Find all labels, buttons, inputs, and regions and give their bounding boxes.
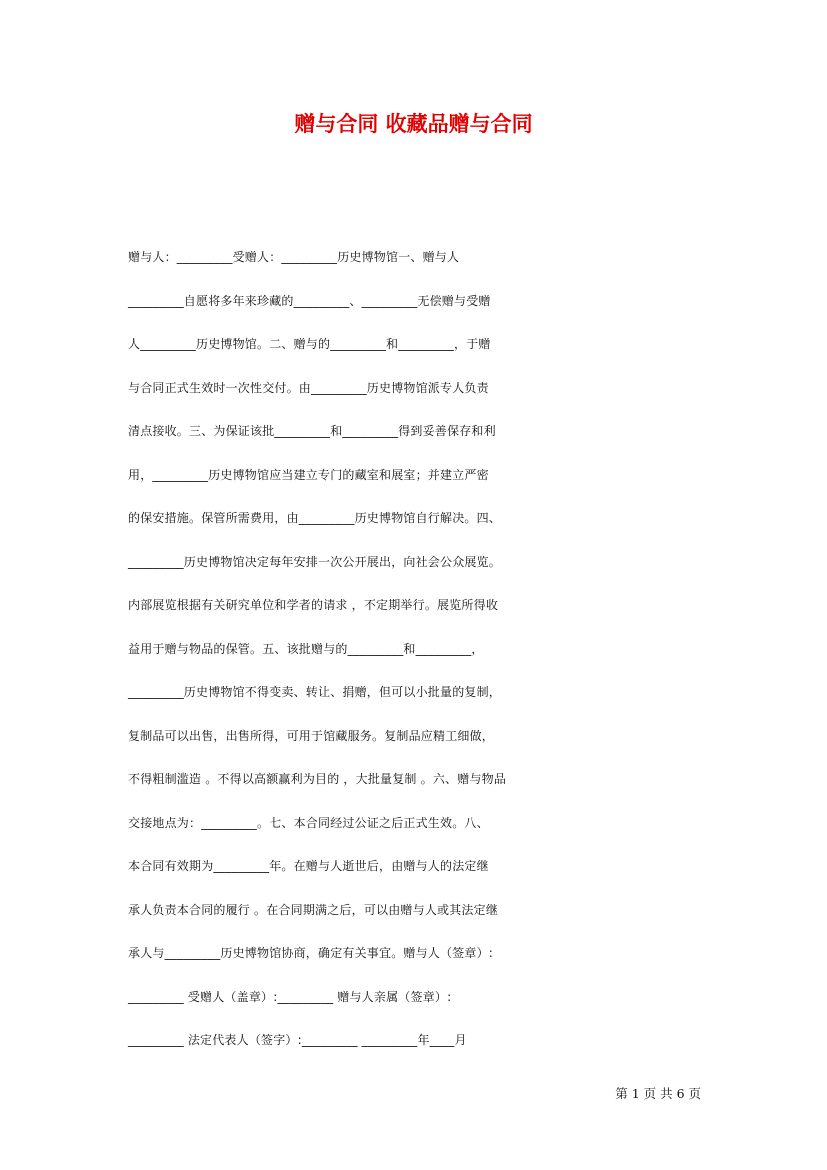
body-line: 清点接收。三、为保证该批_________和_________得到妥善保存和利 <box>128 424 496 438</box>
contract-body <box>128 236 708 1063</box>
body-line: 的保安措施。保管所需费用，由_________历史博物馆自行解决。四、 <box>128 511 502 525</box>
body-line: 交接地点为：_________。七、本合同经过公证之后正式生效。八、 <box>128 815 489 830</box>
body-line: 本合同有效期为_________年。在赠与人逝世后，由赠与人的法定继 <box>128 859 489 873</box>
page-number: 第 1 页 共 6 页 <box>615 1086 701 1101</box>
document-title: 赠与合同 收藏品赠与合同 <box>294 111 533 136</box>
body-line: 承人与_________历史博物馆协商，确定有关事宜。赠与人（签章）: <box>128 946 494 960</box>
body-line: 用，_________历史博物馆应当建立专门的藏室和展室；并建立严密 <box>128 467 489 482</box>
body-line: 益用于赠与物品的保管。五、该批赠与的_________和_________， <box>128 641 484 656</box>
body-line: 不得粗制滥造 。不得以高额赢利为目的 ，大批量复制 。六、赠与物品 <box>128 772 507 786</box>
body-line: 承人负责本合同的履行 。在合同期满之后，可以由赠与人或其法定继 <box>128 902 499 917</box>
body-line: 赠与人：_________受赠人：_________历史博物馆一、赠与人 <box>128 250 460 264</box>
body-line: _________历史博物馆不得变卖、转让、捐赠，但可以小批量的复制， <box>128 685 502 699</box>
body-line: _________自愿将多年来珍藏的_________、_________无偿赠与受赠 <box>128 293 491 308</box>
signature-line: _________ 受赠人（盖章）:_________ 赠与人亲属（签章）: <box>128 989 452 1004</box>
signature-line: _________ 法定代表人（签字）:_________ _________年____月 <box>128 1033 467 1047</box>
body-line: _________历史博物馆决定每年安排一次公开展出，向社会公众展览。 <box>128 554 502 569</box>
body-line: 与合同正式生效时一次性交付。由_________历史博物馆派专人负责 <box>128 380 489 395</box>
body-line: 人_________历史博物馆。二、赠与的_________和_________，于赠 <box>128 337 491 351</box>
body-line: 复制品可以出售，出售所得，可用于馆藏服务。复制品应精工细做， <box>128 728 495 743</box>
body-line: 内部展览根据有关研究单位和学者的请求 ，不定期举行。展览所得收 <box>128 598 499 612</box>
